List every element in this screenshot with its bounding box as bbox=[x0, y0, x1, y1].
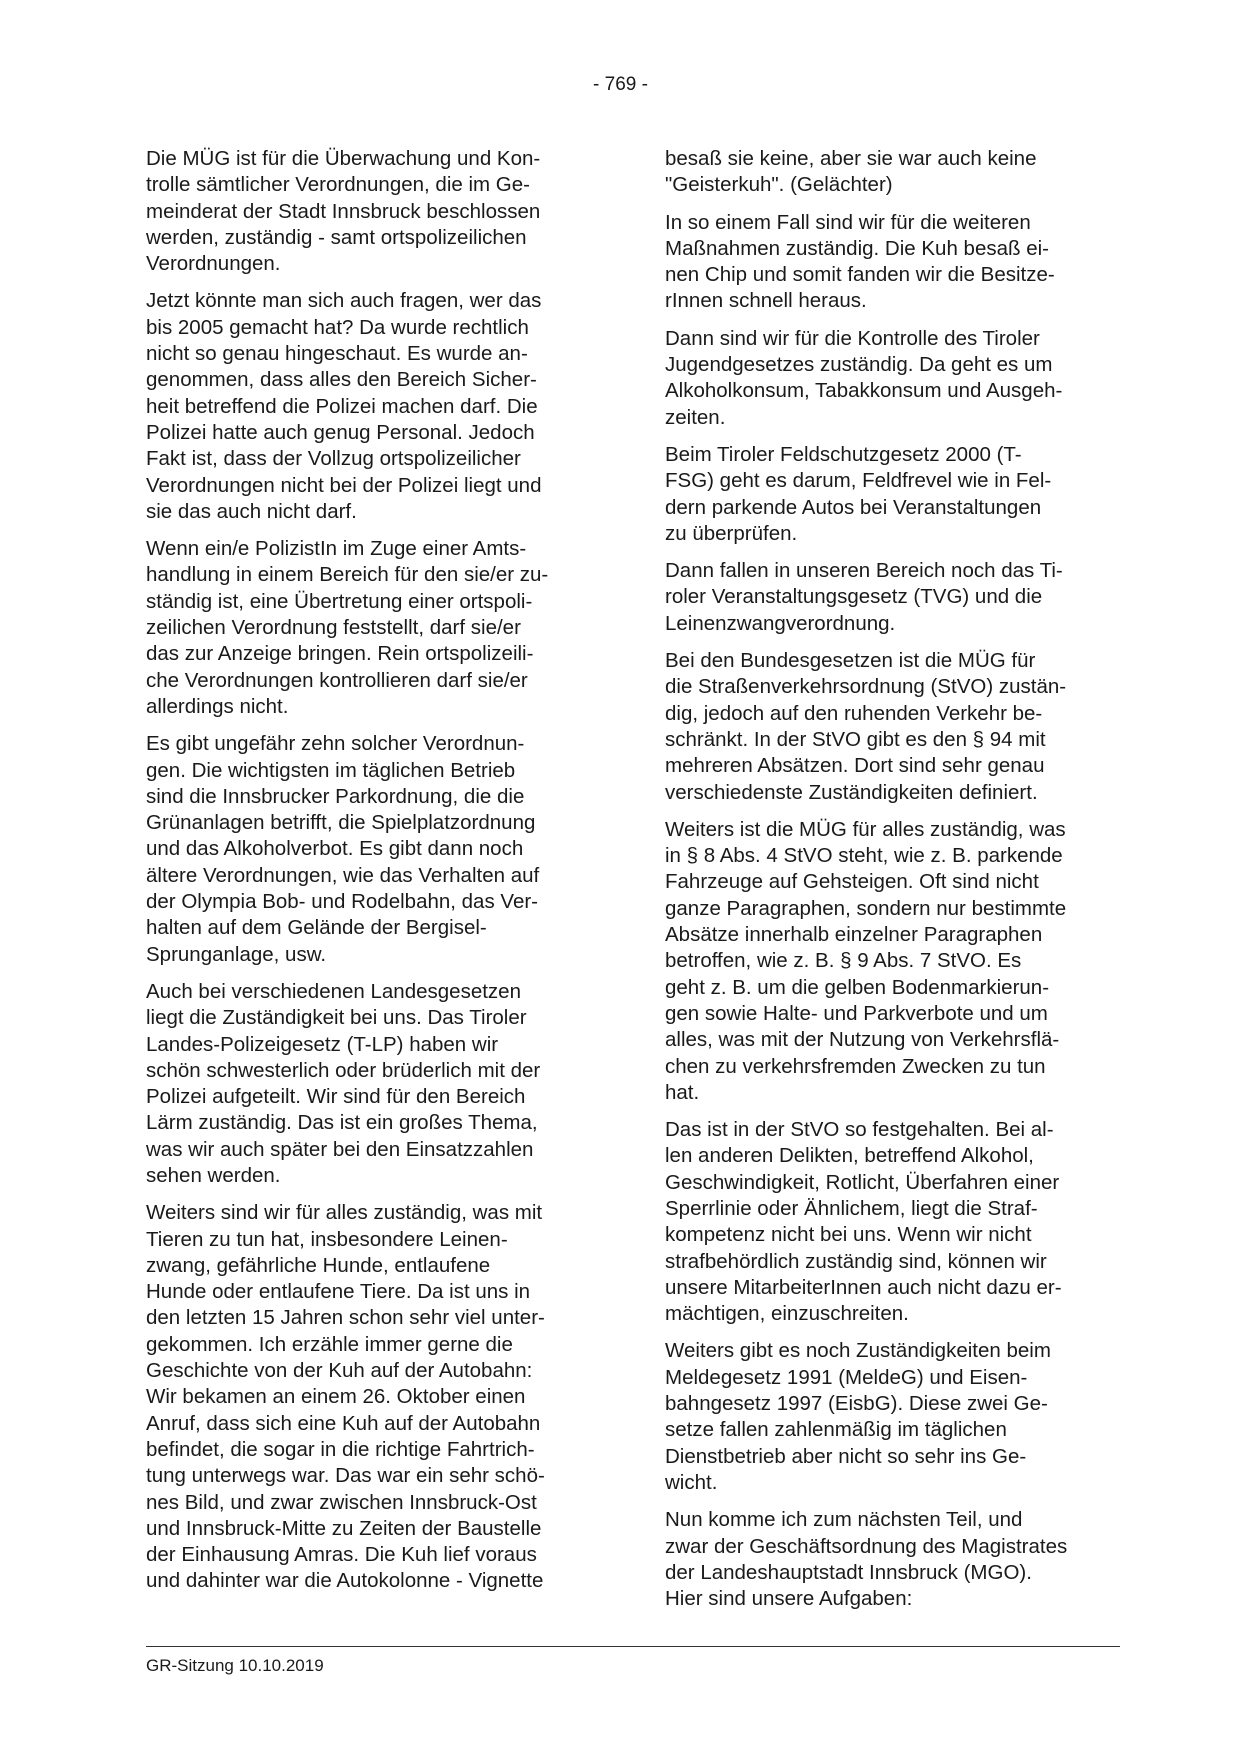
text-line: werden, zuständig - samt ortspolizeilichen bbox=[146, 225, 527, 249]
text-line: Bei den Bundesgesetzen ist die MÜG für bbox=[665, 649, 1036, 673]
text-line: Jugendgesetzes zuständig. Da geht es um bbox=[665, 353, 1053, 377]
text-line: kompetenz nicht bei uns. Wenn wir nicht bbox=[665, 1223, 1032, 1247]
text-line: rInnen schnell heraus. bbox=[665, 289, 867, 313]
text-line: in § 8 Abs. 4 StVO steht, wie z. B. parkende bbox=[665, 844, 1063, 868]
text-line: Alkoholkonsum, Tabakkonsum und Ausgeh- bbox=[665, 379, 1063, 403]
text-line: Dann sind wir für die Kontrolle des Tiroler bbox=[665, 326, 1040, 350]
right-column bbox=[665, 146, 1130, 1623]
text-line: Jetzt könnte man sich auch fragen, wer das bbox=[146, 289, 542, 313]
text-line: Sprunganlage, usw. bbox=[146, 942, 327, 966]
text-line: mehreren Absätzen. Dort sind sehr genau bbox=[665, 754, 1045, 778]
paragraph bbox=[665, 146, 1130, 199]
text-line: sehen werden. bbox=[146, 1163, 281, 1187]
text-line: zeiten. bbox=[665, 405, 726, 429]
text-line: Meldegesetz 1991 (MeldeG) und Eisen- bbox=[665, 1365, 1028, 1389]
text-line: Nun komme ich zum nächsten Teil, und bbox=[665, 1508, 1023, 1532]
text-line: Weiters ist die MÜG für alles zuständig, was bbox=[665, 817, 1066, 841]
text-line: der Einhausung Amras. Die Kuh lief voraus bbox=[146, 1543, 537, 1567]
text-line: unsere MitarbeiterInnen auch nicht dazu er- bbox=[665, 1275, 1062, 1299]
text-line: zu überprüfen. bbox=[665, 521, 798, 545]
text-line: trolle sämtlicher Verordnungen, die im Ge- bbox=[146, 173, 530, 197]
paragraph bbox=[665, 558, 1130, 637]
text-line: Verordnungen nicht bei der Polizei liegt und bbox=[146, 473, 542, 497]
text-line: sie das auch nicht darf. bbox=[146, 499, 357, 523]
text-line: heit betreffend die Polizei machen darf. Die bbox=[146, 394, 538, 418]
text-line: was wir auch später bei den Einsatzzahlen bbox=[146, 1137, 534, 1161]
text-line: ständig ist, eine Übertretung einer ortspoli- bbox=[146, 589, 533, 613]
text-line: Sperrlinie oder Ähnlichem, liegt die Straf- bbox=[665, 1196, 1038, 1220]
text-line: Absätze innerhalb einzelner Paragraphen bbox=[665, 923, 1043, 947]
paragraph bbox=[146, 1200, 601, 1594]
text-line: allerdings nicht. bbox=[146, 694, 289, 718]
text-line: chen zu verkehrsfremden Zwecken zu tun bbox=[665, 1054, 1046, 1078]
paragraph bbox=[665, 648, 1130, 806]
page-number: - 769 - bbox=[593, 74, 648, 95]
text-line: strafbehördlich zuständig sind, können wir bbox=[665, 1249, 1047, 1273]
text-line: Anruf, dass sich eine Kuh auf der Autobahn bbox=[146, 1411, 541, 1435]
text-line: setze fallen zahlenmäßig im täglichen bbox=[665, 1418, 1007, 1442]
paragraph bbox=[146, 288, 601, 525]
text-line: und dahinter war die Autokolonne - Vignette bbox=[146, 1569, 544, 1593]
text-line: Geschichte von der Kuh auf der Autobahn: bbox=[146, 1359, 533, 1383]
text-line: nes Bild, und zwar zwischen Innsbruck-Ost bbox=[146, 1490, 537, 1514]
text-line: Die MÜG ist für die Überwachung und Kon- bbox=[146, 147, 541, 170]
text-line: ältere Verordnungen, wie das Verhalten auf bbox=[146, 863, 540, 887]
text-line: che Verordnungen kontrollieren darf sie/er bbox=[146, 668, 528, 692]
text-line: nen Chip und somit fanden wir die Besitze- bbox=[665, 263, 1055, 287]
text-line: dig, jedoch auf den ruhenden Verkehr be- bbox=[665, 701, 1043, 725]
text-line: gekommen. Ich erzähle immer gerne die bbox=[146, 1332, 513, 1356]
text-line: len anderen Delikten, betreffend Alkohol, bbox=[665, 1144, 1034, 1168]
paragraph bbox=[146, 146, 601, 277]
footer-session-date: GR-Sitzung 10.10.2019 bbox=[146, 1656, 324, 1675]
text-line: FSG) geht es darum, Feldfrevel wie in Fel- bbox=[665, 469, 1052, 493]
text-line: Hunde oder entlaufene Tiere. Da ist uns in bbox=[146, 1280, 531, 1304]
text-line: ganze Paragraphen, sondern nur bestimmte bbox=[665, 896, 1067, 920]
text-line: genommen, dass alles den Bereich Sicher- bbox=[146, 368, 537, 392]
paragraph bbox=[665, 1117, 1130, 1327]
text-line: und das Alkoholverbot. Es gibt dann noch bbox=[146, 837, 524, 861]
text-line: zwang, gefährliche Hunde, entlaufene bbox=[146, 1253, 491, 1277]
text-line: bis 2005 gemacht hat? Da wurde rechtlich bbox=[146, 315, 529, 339]
text-line: das zur Anzeige bringen. Rein ortspolizeili- bbox=[146, 642, 534, 666]
text-line: Beim Tiroler Feldschutzgesetz 2000 (T- bbox=[665, 442, 1022, 466]
text-line: dern parkende Autos bei Veranstaltungen bbox=[665, 495, 1042, 519]
text-line: Grünanlagen betrifft, die Spielplatzordnung bbox=[146, 811, 536, 835]
text-line: mächtigen, einzuschreiten. bbox=[665, 1302, 909, 1326]
paragraph bbox=[665, 442, 1130, 547]
text-line: Das ist in der StVO so festgehalten. Bei al- bbox=[665, 1118, 1054, 1142]
paragraph bbox=[146, 536, 601, 720]
text-line: der Olympia Bob- und Rodelbahn, das Ver- bbox=[146, 890, 539, 914]
text-line: Maßnahmen zuständig. Die Kuh besaß ei- bbox=[665, 236, 1050, 260]
text-line: die Straßenverkehrsordnung (StVO) zustän- bbox=[665, 675, 1067, 699]
text-line: Dienstbetrieb aber nicht so sehr ins Ge- bbox=[665, 1444, 1027, 1468]
text-line: hat. bbox=[665, 1080, 700, 1104]
footer-divider bbox=[146, 1646, 1120, 1647]
text-line: tung unterwegs war. Das war ein sehr schö- bbox=[146, 1464, 545, 1488]
paragraph bbox=[665, 817, 1130, 1106]
text-line: Wenn ein/e PolizistIn im Zuge einer Amts- bbox=[146, 537, 527, 561]
text-line: bahngesetz 1997 (EisbG). Diese zwei Ge- bbox=[665, 1392, 1048, 1416]
text-line: Hier sind unsere Aufgaben: bbox=[665, 1587, 913, 1611]
text-line: roler Veranstaltungsgesetz (TVG) und die bbox=[665, 585, 1043, 609]
paragraph bbox=[665, 210, 1130, 315]
text-line: Es gibt ungefähr zehn solcher Verordnun- bbox=[146, 732, 525, 756]
text-line: Auch bei verschiedenen Landesgesetzen bbox=[146, 979, 521, 1003]
text-line: Polizei hatte auch genug Personal. Jedoch bbox=[146, 420, 535, 444]
text-line: zeilichen Verordnung feststellt, darf sie/er bbox=[146, 616, 521, 640]
text-line: und Innsbruck-Mitte zu Zeiten der Baustelle bbox=[146, 1516, 542, 1540]
text-line: gen. Die wichtigsten im täglichen Betrieb bbox=[146, 758, 516, 782]
text-line: "Geisterkuh". (Gelächter) bbox=[665, 173, 893, 197]
text-line: meinderat der Stadt Innsbruck beschlossen bbox=[146, 199, 541, 223]
text-line: Wir bekamen an einem 26. Oktober einen bbox=[146, 1385, 526, 1409]
text-line: der Landeshauptstadt Innsbruck (MGO). bbox=[665, 1560, 1032, 1584]
text-line: schränkt. In der StVO gibt es den § 94 mit bbox=[665, 727, 1046, 751]
paragraph bbox=[146, 979, 601, 1189]
text-line: geht z. B. um die gelben Bodenmarkierun- bbox=[665, 975, 1050, 999]
text-line: Tieren zu tun hat, insbesondere Leinen- bbox=[146, 1227, 508, 1251]
text-line: Geschwindigkeit, Rotlicht, Überfahren einer bbox=[665, 1170, 1060, 1194]
text-line: Lärm zuständig. Das ist ein großes Thema, bbox=[146, 1111, 538, 1135]
text-line: Verordnungen. bbox=[146, 252, 281, 276]
paragraph bbox=[146, 731, 601, 968]
left-column bbox=[146, 146, 601, 1606]
text-line: Polizei aufgeteilt. Wir sind für den Bereich bbox=[146, 1085, 526, 1109]
text-line: handlung in einem Bereich für den sie/er zu- bbox=[146, 563, 549, 587]
text-line: Fakt ist, dass der Vollzug ortspolizeilicher bbox=[146, 447, 521, 471]
text-line: Leinenzwangverordnung. bbox=[665, 611, 896, 635]
text-line: schön schwesterlich oder brüderlich mit der bbox=[146, 1058, 541, 1082]
text-line: Weiters sind wir für alles zuständig, was mit bbox=[146, 1201, 543, 1225]
text-line: In so einem Fall sind wir für die weiteren bbox=[665, 210, 1031, 234]
text-line: gen sowie Halte- und Parkverbote und um bbox=[665, 1001, 1048, 1025]
text-line: nicht so genau hingeschaut. Es wurde an- bbox=[146, 342, 528, 366]
text-line: betroffen, wie z. B. § 9 Abs. 7 StVO. Es bbox=[665, 949, 1022, 973]
text-line: sind die Innsbrucker Parkordnung, die die bbox=[146, 784, 525, 808]
paragraph bbox=[665, 326, 1130, 431]
text-line: Fahrzeuge auf Gehsteigen. Oft sind nicht bbox=[665, 870, 1039, 894]
text-line: befindet, die sogar in die richtige Fahrtrich- bbox=[146, 1437, 535, 1461]
text-line: zwar der Geschäftsordnung des Magistrates bbox=[665, 1534, 1068, 1558]
paragraph bbox=[665, 1338, 1130, 1496]
text-line: Weiters gibt es noch Zuständigkeiten beim bbox=[665, 1339, 1051, 1363]
text-line: Landes-Polizeigesetz (T-LP) haben wir bbox=[146, 1032, 499, 1056]
text-line: Dann fallen in unseren Bereich noch das Ti- bbox=[665, 559, 1063, 583]
text-line: liegt die Zuständigkeit bei uns. Das Tiroler bbox=[146, 1006, 527, 1030]
text-line: alles, was mit der Nutzung von Verkehrsflä- bbox=[665, 1028, 1060, 1052]
text-line: den letzten 15 Jahren schon sehr viel unter- bbox=[146, 1306, 545, 1330]
text-line: halten auf dem Gelände der Bergisel- bbox=[146, 916, 487, 940]
text-line: besaß sie keine, aber sie war auch keine bbox=[665, 147, 1037, 170]
text-line: wicht. bbox=[665, 1470, 718, 1494]
text-line: verschiedenste Zuständigkeiten definiert. bbox=[665, 780, 1038, 804]
paragraph bbox=[665, 1507, 1130, 1612]
